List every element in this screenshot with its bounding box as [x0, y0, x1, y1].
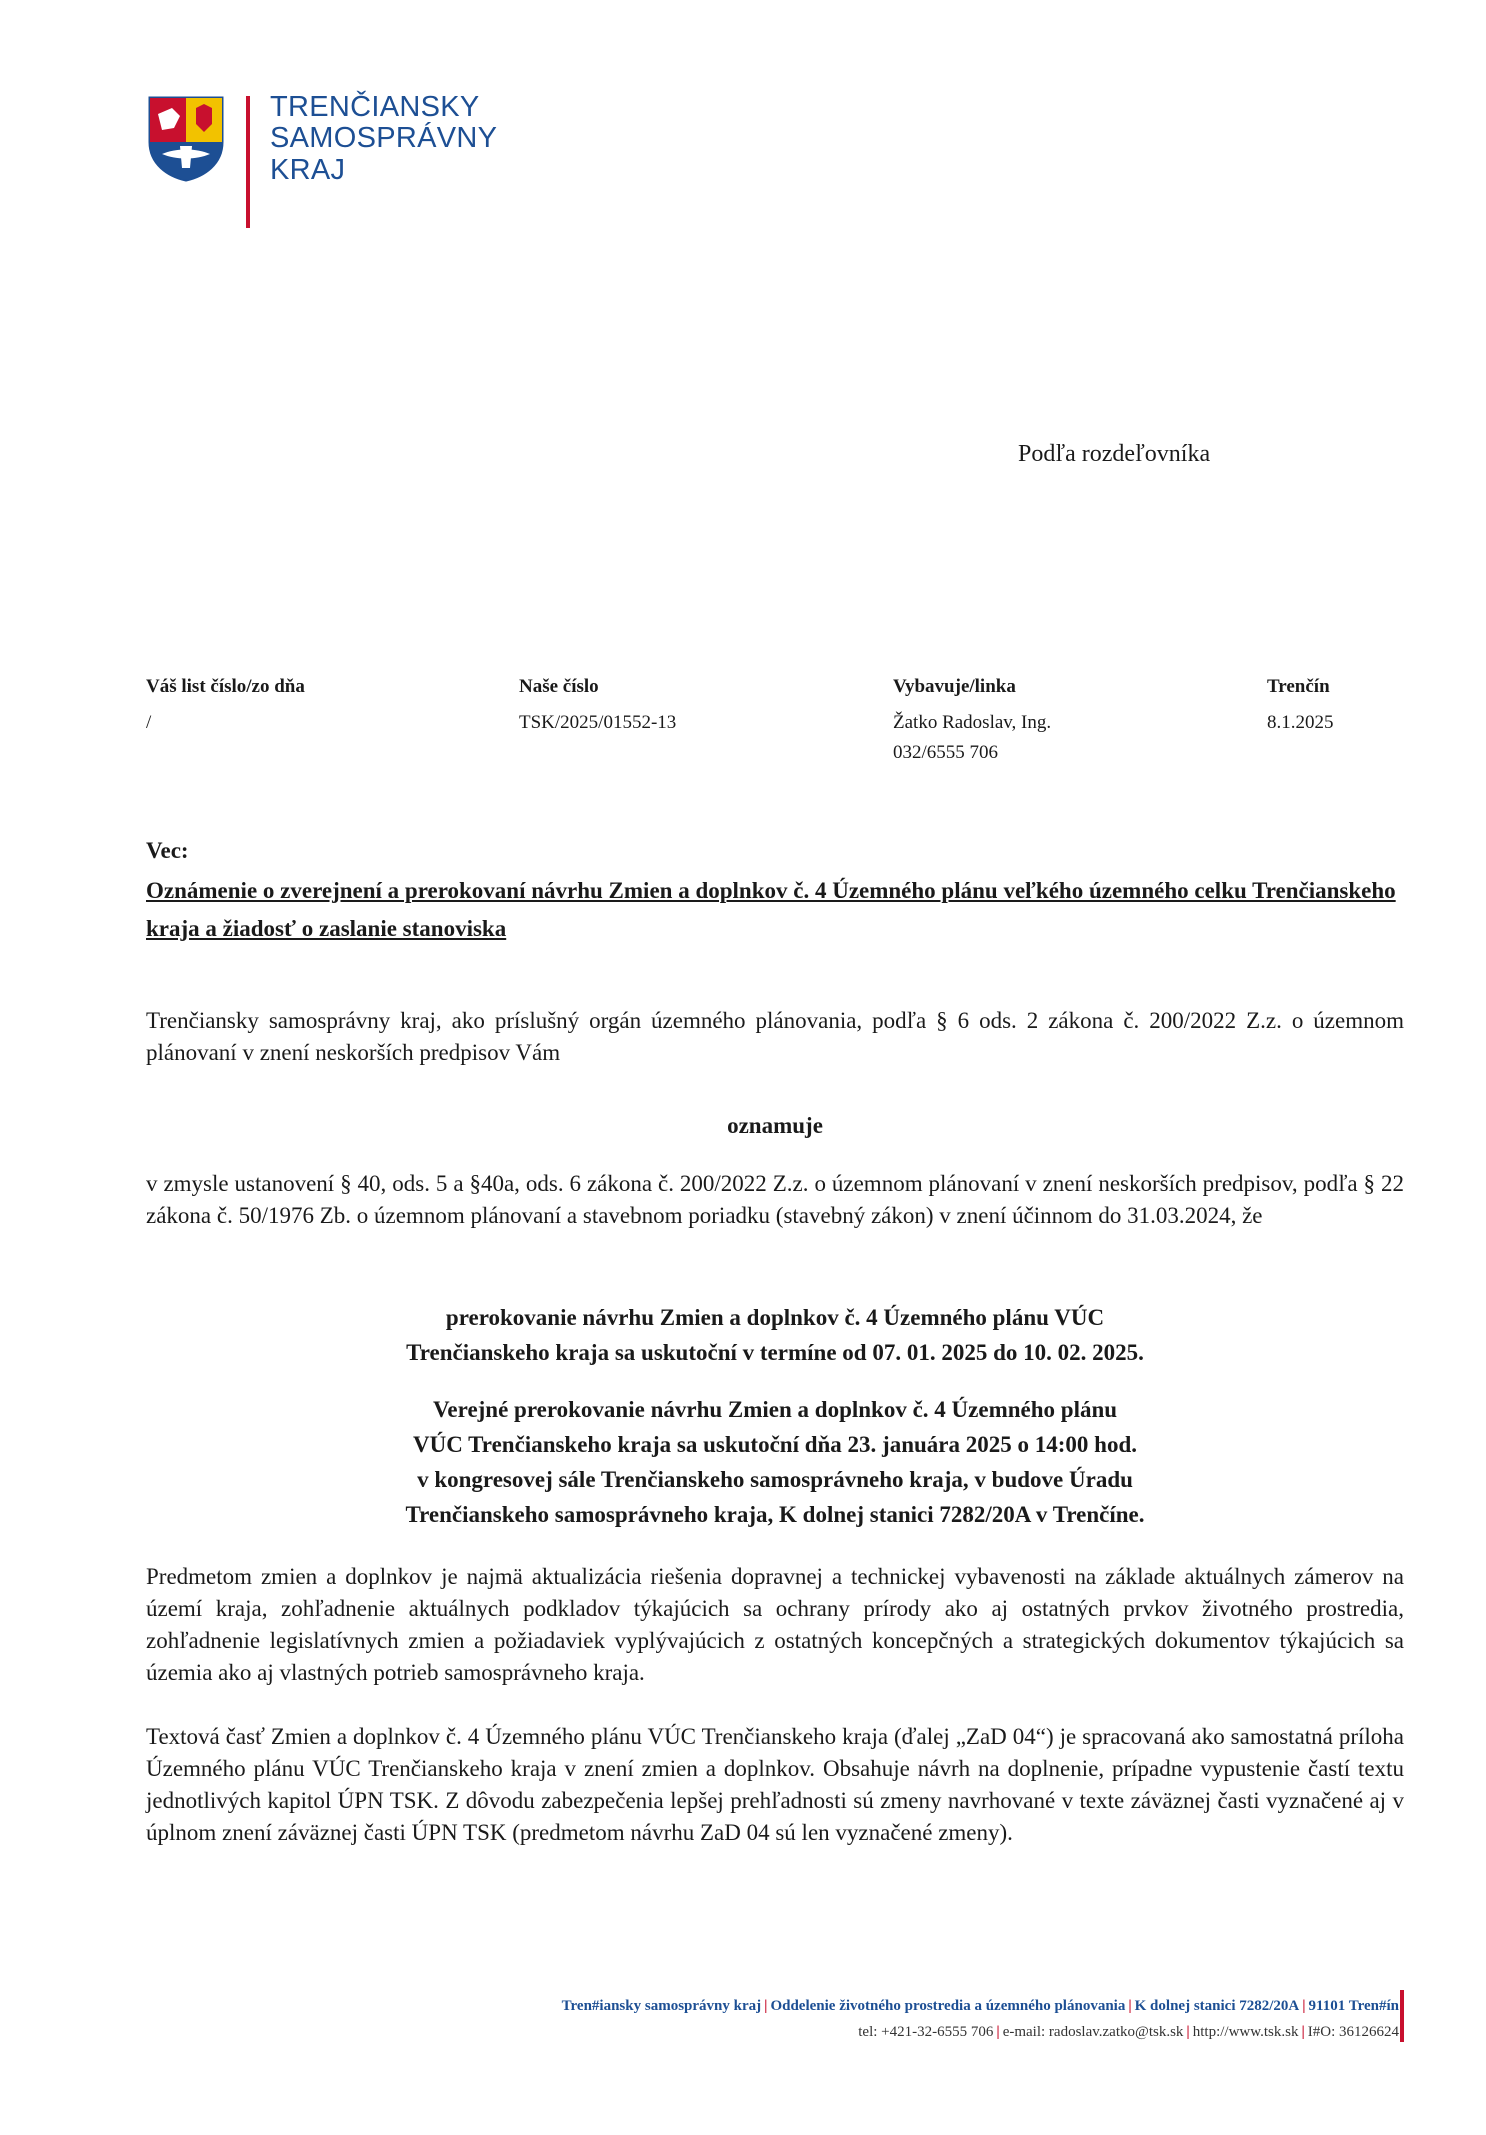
recipient: Podľa rozdeľovníka: [1018, 441, 1211, 467]
footer-org: Tren#iansky samosprávny kraj: [561, 1998, 762, 2014]
handler-phone: 032/6555 706: [893, 742, 999, 763]
legal-basis-paragraph: v zmysle ustanovení § 40, ods. 5 a §40a, ods. 6 zákona č. 200/2022 Z.z. o územnom plánovaní v znení neskorších predpisov, podľa § 22 zákona č. 50/1976 Zb. o územnom plánovaní a stavebnom poriadku (stavebný zákon) v znení účinnom do 31.03.2024, že: [146, 1171, 1404, 1228]
handler-label: Vybavuje/linka: [893, 676, 1016, 697]
footer-web: http://www.tsk.sk: [1192, 2024, 1299, 2040]
footer-ico: I#O: 36126624: [1307, 2024, 1399, 2040]
our-number-value: TSK/2025/01552-13: [519, 712, 677, 733]
footer-city: 91101 Tren#ín: [1308, 1998, 1399, 2014]
subject-matter-paragraph: Predmetom zmien a doplnkov je najmä aktualizácia riešenia dopravnej a technickej vybavenosti na základe aktuálnych zámerov na území kraja, zohľadnenie aktuálnych podkladov týkajúcich sa ochrany prírody ako aj ostatných prvkov životného prostredia, zohľadnenie legislatívnych zmien a požiadaviek vyplývajúcich z ostatných koncepčných a strategických dokumentov týkajúcich sa územia ako aj vlastných potrieb samosprávneho kraja.: [146, 1564, 1404, 1685]
hearing-block: [146, 1392, 1404, 1532]
footer-accent-bar: [1400, 1990, 1404, 2042]
footer: [562, 1993, 1399, 2045]
footer-department: Oddelenie životného prostredia a územného plánovania: [770, 1998, 1126, 2014]
term-line: Trenčianskeho kraja sa uskutoční v termíne od 07. 01. 2025 do 10. 02. 2025.: [406, 1340, 1144, 1365]
hearing-line: v kongresovej sále Trenčianskeho samosprávneho kraja, v budove Úradu: [417, 1467, 1133, 1492]
text-part-paragraph: Textová časť Zmien a doplnkov č. 4 Územného plánu VÚC Trenčianskeho kraja (ďalej „ZaD 04“) je spracovaná ako samostatná príloha Územného plánu VÚC Trenčianskeho kraja v znení zmien a doplnkov. Obsahuje návrh na doplnenie, prípadne vypustenie častí textu jednotlivých kapitol ÚPN TSK. Z dôvodu zabezpečenia lepšej prehľadnosti sú zmeny navrhované v texte záväznej časti vyznačené aj v úplnom znení záväznej časti ÚPN TSK (predmetom návrhu ZaD 04 sú len vyznačené zmeny).: [146, 1724, 1404, 1845]
handler-block: [893, 708, 1051, 768]
hearing-line: Verejné prerokovanie návrhu Zmien a doplnkov č. 4 Územného plánu: [432, 1397, 1118, 1422]
subject-title: Oznámenie o zverejnení a prerokovaní návrhu Zmien a doplnkov č. 4 Územného plánu veľkého územného celku Trenčianskeho kraja a žiadosť o zaslanie stanoviska: [146, 878, 1396, 941]
subject-label: Vec:: [146, 838, 189, 863]
term-block: [146, 1300, 1404, 1370]
hearing-line: Trenčianskeho samosprávneho kraja, K dolnej stanici 7282/20A v Trenčíne.: [405, 1502, 1145, 1527]
org-name-line1: TRENČIANSKY: [270, 91, 480, 123]
your-letter-label: Váš list číslo/zo dňa: [146, 676, 305, 697]
date-value: 8.1.2025: [1267, 712, 1334, 733]
our-number-label: Naše číslo: [519, 676, 599, 697]
footer-address: K dolnej stanici 7282/20A: [1134, 1998, 1300, 2014]
org-name-line2: SAMOSPRÁVNY: [270, 122, 498, 154]
footer-email: e-mail: radoslav.zatko@tsk.sk: [1002, 2024, 1184, 2040]
city-label: Trenčín: [1267, 676, 1330, 697]
org-name-line3: KRAJ: [270, 154, 346, 186]
logo-divider: [246, 96, 250, 228]
footer-phone: tel: +421-32-6555 706: [858, 2024, 994, 2040]
announces-heading: oznamuje: [727, 1113, 823, 1138]
your-letter-value: /: [146, 712, 152, 733]
footer-line2: tel: +421-32-6555 706 | e-mail: radoslav.zatko@tsk.sk | http://www.tsk.sk | I#O: 36126624: [858, 2024, 1399, 2040]
coat-of-arms-icon: [146, 94, 226, 182]
hearing-line: VÚC Trenčianskeho kraja sa uskutoční dňa 23. januára 2025 o 14:00 hod.: [413, 1432, 1137, 1457]
handler-name: Žatko Radoslav, Ing.: [893, 712, 1052, 733]
footer-line1: Tren#iansky samosprávny kraj | Oddelenie životného prostredia a územného plánovania | K dolnej stanici 7282/20A | 91101 Tren#ín: [561, 1998, 1399, 2014]
term-line: prerokovanie návrhu Zmien a doplnkov č. 4 Územného plánu VÚC: [445, 1305, 1105, 1330]
intro-paragraph: Trenčiansky samosprávny kraj, ako príslušný orgán územného plánovania, podľa § 6 ods. 2 zákona č. 200/2022 Z.z. o územnom plánovaní v znení neskorších predpisov Vám: [146, 1008, 1404, 1065]
